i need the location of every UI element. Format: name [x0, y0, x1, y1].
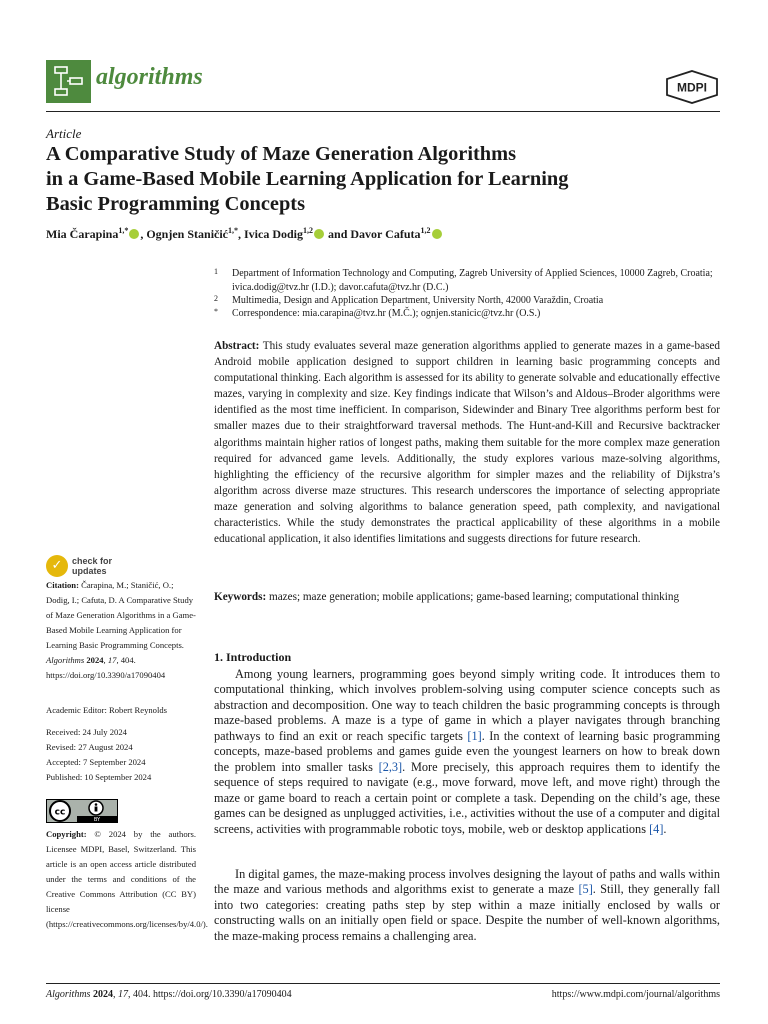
journal-logo-icon [46, 60, 91, 103]
article-title [46, 142, 736, 217]
citation-volume: 17 [107, 655, 117, 665]
check-updates-line1: check for [72, 556, 113, 566]
copyright-text: © 2024 by the authors. Licensee MDPI, Basel, Switzerland. This article is an open access article distributed under the terms and conditions of the Creative Commons Attribution (CC BY) license (https://creativecommons.org/licenses/by/4.0/). [46, 829, 208, 929]
citation-label: Citation: [46, 580, 79, 590]
mdpi-logo-text: MDPI [677, 80, 707, 95]
footer-divider [46, 983, 720, 984]
citation: Citation: Čarapina, M.; Staničić, O.; Dodig, I.; Cafuta, D. A Comparative Study of Maze Generation Algorithms in a Game-Based Mobile Learning Application for Learning Basic Programming Concepts. Algorithms 2024, 17, 404. https://doi.org/10.3390/a17090404 [46, 580, 196, 680]
citation-text: Čarapina, M.; Staničić, O.; Dodig, I.; Cafuta, D. A Comparative Study of Maze Generation Algorithms in a Game-Based Mobile Learning Application for Learning Basic Programming Concepts. [46, 580, 196, 650]
author-affiliation-mark: 1,2 [420, 226, 431, 235]
citation-journal: Algorithms [46, 655, 85, 665]
author-name: Ognjen Staničić [146, 227, 229, 241]
section-heading-introduction: 1. Introduction [214, 650, 292, 664]
author-separator: , [140, 227, 147, 241]
orcid-icon[interactable] [314, 229, 324, 239]
affiliation-text: Multimedia, Design and Application Department, University North, 42000 Varaždin, Croatia [232, 295, 604, 306]
correspondence [214, 307, 720, 321]
title-line: A Comparative Study of Maze Generation Algorithms [46, 143, 517, 165]
copyright-label: Copyright: [46, 829, 87, 839]
author-affiliation-mark: 1,* [118, 226, 129, 235]
citation-doi[interactable]: , 404. https://doi.org/10.3390/a17090404 [46, 655, 166, 680]
intro-paragraph-1: Among young learners, programming goes beyond simply writing code. It introduces them to computational thinking, which involves problem-solving using computer science concepts such as abstraction and decomposition. One way to teach children the basic programming concepts is through maze-based problems. A maze is a type of game in which a player navigates through branching pathways to find an exit or reach specific targets [1]. In the context of learning basic programming concepts, maze-based problems and games guide even the youngest learners on how to break down the problem into smaller tasks [2,3]. More precisely, this approach requires them to identify the sequence of steps required to navigate (e.g., move forward, move left, and move right) through the maze or game board to reach a certain point or complete a task. Depending on the child’s age, these games can be designed as unplugged activities, i.e., activities without the use of a computer and digital screens, activities with programmable robotic toys, mobile, web or desktop applications [4]. [214, 667, 720, 836]
orcid-icon[interactable] [129, 229, 139, 239]
abstract [214, 338, 720, 547]
cc-by-icon [46, 799, 118, 823]
header-divider [46, 111, 720, 112]
citation-year: 2024 [86, 655, 104, 665]
published-date: Published: 10 September 2024 [46, 772, 152, 782]
article-type: Article [46, 126, 82, 141]
author-name: Davor Cafuta [350, 227, 421, 241]
cc-by-license-badge[interactable] [46, 799, 118, 823]
keywords [214, 590, 720, 605]
footer-citation: Algorithms 2024, 17, 404. https://doi.org/10.3390/a17090404 [46, 989, 292, 1000]
cc-by-label: BY [93, 817, 101, 823]
footer-journal: Algorithms [46, 989, 91, 1000]
svg-text:cc: cc [54, 807, 66, 818]
author-name: Ivica Dodig [244, 227, 304, 241]
author-name: Mia Čarapina [46, 227, 119, 241]
affiliation-1 [214, 267, 720, 294]
abstract-label: Abstract: [214, 340, 260, 352]
orcid-icon[interactable] [432, 229, 442, 239]
author-separator: and [325, 227, 351, 241]
keywords-label: Keywords: [214, 591, 267, 603]
footer-journal-url[interactable]: https://www.mdpi.com/journal/algorithms [551, 989, 720, 1000]
citation-link[interactable]: [1] [467, 728, 482, 743]
footer-volume: 17 [117, 989, 128, 1000]
author-affiliation-mark: 1,* [228, 226, 239, 235]
affiliation-mark: 2 [214, 294, 218, 303]
copyright-notice [46, 827, 208, 932]
author-list [46, 226, 443, 242]
footer-year: 2024 [92, 989, 113, 1000]
journal-logo [46, 60, 91, 103]
check-updates-line2: updates [72, 566, 107, 576]
intro-paragraph-2: In digital games, the maze-making process involves designing the layout of paths and walls within the maze and various methods and algorithms exist to generate a maze [5]. Still, they generally fall into two categories: creating paths step by step within a maze initially enclosed by walls or constructing walls on an initially open field or space. Despite the number of well-known algorithms, the maze-making process remains a challenging area. [214, 867, 720, 943]
journal-name: algorithms [96, 64, 203, 90]
affiliation-mark: * [214, 307, 218, 316]
author-separator: , [238, 227, 245, 241]
accepted-date: Accepted: 7 September 2024 [46, 757, 146, 767]
citation-link[interactable]: [5] [578, 882, 593, 897]
keywords-text: mazes; maze generation; mobile applications; game-based learning; computational thinking [269, 591, 680, 603]
citation-link[interactable]: [2,3] [378, 759, 403, 774]
received-date: Received: 24 July 2024 [46, 727, 127, 737]
revised-date: Revised: 27 August 2024 [46, 742, 133, 752]
checkmark-icon: ✓ [51, 558, 63, 573]
affiliation-mark: 1 [214, 267, 218, 276]
correspondence-text: Correspondence: mia.carapina@tvz.hr (M.Č.); ognjen.stanicic@tvz.hr (O.S.) [232, 308, 541, 319]
mdpi-logo-icon [664, 70, 720, 104]
check-for-updates-button[interactable] [46, 555, 136, 577]
mdpi-logo [664, 70, 720, 104]
title-line: in a Game-Based Mobile Learning Application for Learning [46, 168, 569, 190]
footer-doi[interactable]: , 404. https://doi.org/10.3390/a17090404 [127, 989, 292, 1000]
abstract-text: This study evaluates several maze generation algorithms applied to generate mazes in a game-based Android mobile application designed to support children in learning basic programming concepts and computational thinking. Each algorithm is assessed for its ability to generate solvable and educationally effective mazes, varying in complexity and size. Key findings indicate that Wilson’s and Aldous–Broder algorithms were identified as the most time inefficient. In comparison, Sidewinder and Binary Tree algorithms perform best for smaller mazes due to their straightforward traversal methods. The Hunt-and-Kill and Recursive backtracker algorithms maintain higher ratios of longest paths, making them suitable for the more complex maze generation required for advanced game levels. Additionally, the study explores various maze-solving algorithms, highlighting the efficiency of the recursive algorithm for simpler mazes and the reliability of Dijkstra’s algorithm across diverse maze structures. This research underscores the importance of selecting appropriate maze generation and solving algorithms to balance generation speed, path complexity, and navigational characteristics. While the study demonstrates the practical applicability of these algorithms in a mobile educational application, it also identifies limitations and suggests directions for future research. [214, 340, 720, 546]
author-affiliation-mark: 1,2 [303, 226, 314, 235]
title-line: Basic Programming Concepts [46, 193, 306, 215]
citation-link[interactable]: [4] [649, 821, 664, 836]
affiliation-text: Department of Information Technology and Computing, Zagreb University of Applied Sciences, 10000 Zagreb, Croatia; ivica.dodig@tvz.hr (I.D.); davor.cafuta@tvz.hr (D.C.) [232, 268, 713, 293]
affiliation-2 [214, 294, 720, 308]
academic-editor: Academic Editor: Robert Reynolds [46, 705, 168, 715]
